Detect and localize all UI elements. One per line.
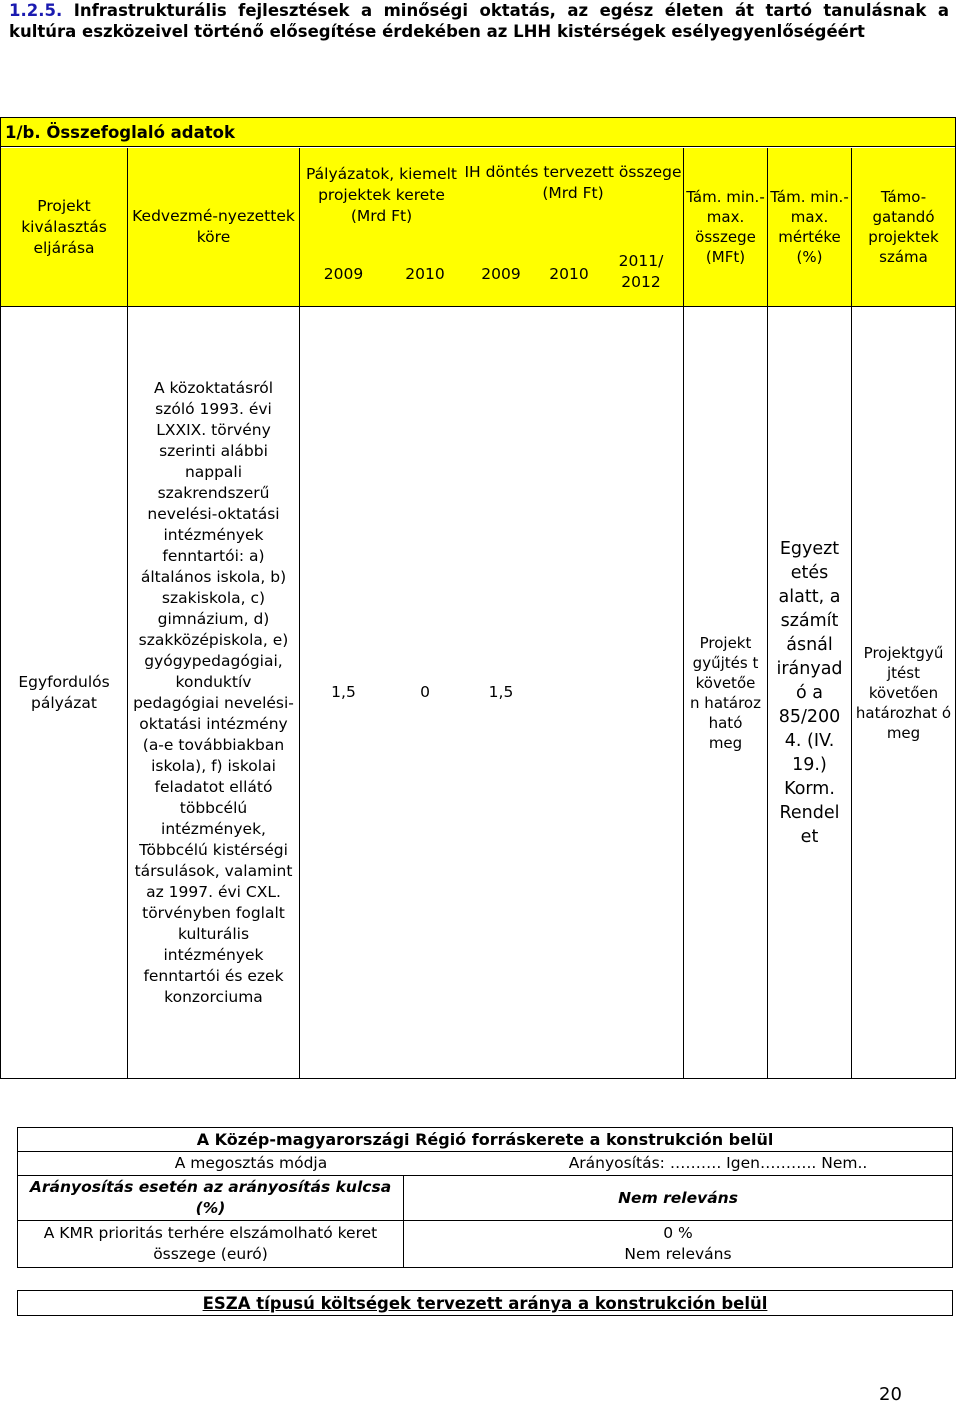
cell-eljaras: Egyfordulós pályázat	[18, 672, 110, 712]
section-number: 1.2.5.	[9, 1, 63, 20]
row-kmr	[18, 1221, 952, 1267]
cell-tam-osszege: Projekt gyűjtés t követőe n határoz ható meg	[683, 307, 767, 1078]
cell-2009-b: 1,5	[488, 683, 514, 701]
megosztas-value: Arányosítás: ………. Igen……….. Nem..	[484, 1152, 952, 1176]
header-kedvezmenyezettek: Kedvezmé-nyezettek köre	[127, 148, 299, 307]
header-2009-a: 2009	[299, 242, 387, 307]
page-number: 20	[879, 1384, 902, 1405]
section-title: Infrastrukturális fejlesztések a minőségi oktatás, az egész életen át tartó tanulásnak a kultúra eszközeivel történő elősegítése érdekében az LHH kistérségek esélyegyenlőségéért	[9, 1, 949, 41]
row-megosztas	[18, 1152, 952, 1176]
row-kulcs	[18, 1176, 952, 1221]
cell-tamogatando: Projektgyű jtést követően határozhat ó meg	[851, 307, 955, 1078]
kulcs-label: Arányosítás esetén az arányosítás kulcsa (%)	[18, 1176, 404, 1221]
section-heading	[9, 0, 949, 42]
kmr-value-percent: 0 %	[663, 1224, 693, 1242]
cell-kedvezmenyezettek: A közoktatásról szóló 1993. évi LXXIX. törvény szerinti alábbi nappali szakrendszerű nevelési-oktatási intézmények fenntartói: a) általános iskola, b) szakiskola, c) gimnázium, d) szakközépiskola, e) gyógypedagógiai, konduktív pedagógiai nevelési-oktatási intézmény (a-e továbbiakban iskola), f) iskolai feladatot ellátó többcélú intézmények, Többcélú kistérségi társulások, valamint az 1997. évi CXL. törvényben foglalt kulturális intézmények fenntartói és ezek konzorciuma	[127, 307, 299, 1078]
header-palyazatok: Pályázatok, kiemelt projektek kerete (Mrd Ft)	[299, 148, 463, 242]
megosztas-label: A megosztás módja	[18, 1152, 484, 1176]
cell-2009-a: 1,5	[299, 307, 387, 1078]
header-2009-b: 2009	[463, 242, 539, 307]
header-2011-2012: 2011/ 2012	[599, 218, 683, 307]
kulcs-value: Nem releváns	[404, 1176, 952, 1221]
kmr-value	[404, 1221, 952, 1267]
region-funds-table	[17, 1127, 953, 1268]
header-ih-dontes: IH döntés tervezett összege (Mrd Ft)	[463, 148, 683, 242]
kmr-value-text: Nem releváns	[624, 1245, 732, 1263]
header-tam-osszege: Tám. min.-max. összege (MFt)	[683, 148, 767, 307]
cell-2010-a: 0	[420, 683, 430, 701]
kmr-label: A KMR prioritás terhére elszámolható keret összege (euró)	[18, 1221, 404, 1267]
esza-table-title: ESZA típusú költségek tervezett aránya a konstrukción belül	[17, 1290, 953, 1316]
summary-table	[0, 117, 956, 1079]
region-funds-title: A Közép-magyarországi Régió forráskerete a konstrukción belül	[18, 1128, 952, 1152]
header-eljaras: Projekt kiválasztás eljárása	[1, 148, 127, 307]
summary-table-title: 1/b. Összefoglaló adatok	[1, 118, 955, 147]
header-2010-a: 2010	[387, 242, 463, 307]
cell-tam-merteke: Egyezt etés alatt, a számít ásnál irányad ó a 85/200 4. (IV. 19.) Korm. Rendel et	[767, 307, 851, 1078]
header-tamogatando: Támo-gatandó projektek száma	[851, 148, 955, 307]
header-2010-b: 2010	[539, 242, 599, 307]
header-tam-merteke: Tám. min.-max. mértéke (%)	[767, 148, 851, 307]
